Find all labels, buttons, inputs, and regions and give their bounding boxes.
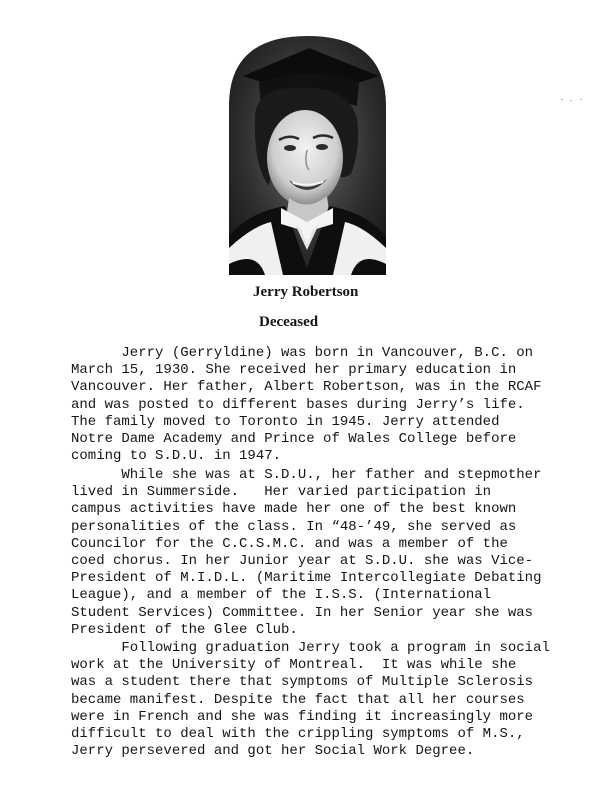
scan-speck <box>561 99 563 100</box>
text-line: President of the Glee Club. <box>71 621 298 638</box>
text-line: Student Services) Committee. In her Senior year she was <box>71 604 534 621</box>
text-line: While she was at S.D.U., her father and stepmother <box>71 467 542 483</box>
text-line: difficult to deal with the crippling symptoms of M.S., <box>71 726 525 743</box>
portrait-photo <box>229 36 386 275</box>
text-line: Jerry (Gerryldine) was born in Vancouver, B.C. on <box>71 345 534 361</box>
text-line: Vancouver. Her father, Albert Robertson, was in the RCAF <box>71 379 542 396</box>
text-line: coed chorus. In her Junior year at S.D.U. she was Vice- <box>71 553 534 570</box>
text-line: Councilor for the C.C.S.M.C. and was a member of the <box>71 535 508 552</box>
text-line: personalities of the class. In “48-’49, she served as <box>71 518 517 535</box>
text-line: was a student there that symptoms of Multiple Sclerosis <box>71 674 534 691</box>
text-line: became manifest. Despite the fact that all her courses <box>71 691 525 708</box>
body-paragraph <box>71 345 591 465</box>
scan-speck <box>570 100 572 101</box>
person-status: Deceased <box>259 314 319 330</box>
text-line: and was posted to different bases during Jerry’s life. <box>71 396 525 413</box>
text-line: were in French and she was finding it increasingly more <box>71 708 534 725</box>
text-line: The family moved to Toronto in 1945. Jerry attended <box>71 413 500 430</box>
text-line: Following graduation Jerry took a program in social <box>71 640 550 656</box>
text-line: campus activities have made her one of the best known <box>71 501 517 518</box>
text-line: President of M.I.D.L. (Maritime Intercollegiate Debating <box>71 570 542 587</box>
text-line: Notre Dame Academy and Prince of Wales College before <box>71 431 517 448</box>
body-paragraph <box>71 467 591 639</box>
text-line: League), and a member of the I.S.S. (International <box>71 587 492 604</box>
text-line: work at the University of Montreal. It was while she <box>71 657 517 674</box>
text-line: lived in Summerside. Her varied participation in <box>71 484 492 501</box>
text-line: March 15, 1930. She received her primary education in <box>71 362 517 379</box>
body-paragraph <box>71 640 591 760</box>
text-line: coming to S.D.U. in 1947. <box>71 448 282 465</box>
text-line: Jerry persevered and got her Social Work Degree. <box>71 743 475 760</box>
scan-speck <box>580 99 582 100</box>
person-name: Jerry Robertson <box>253 284 359 300</box>
